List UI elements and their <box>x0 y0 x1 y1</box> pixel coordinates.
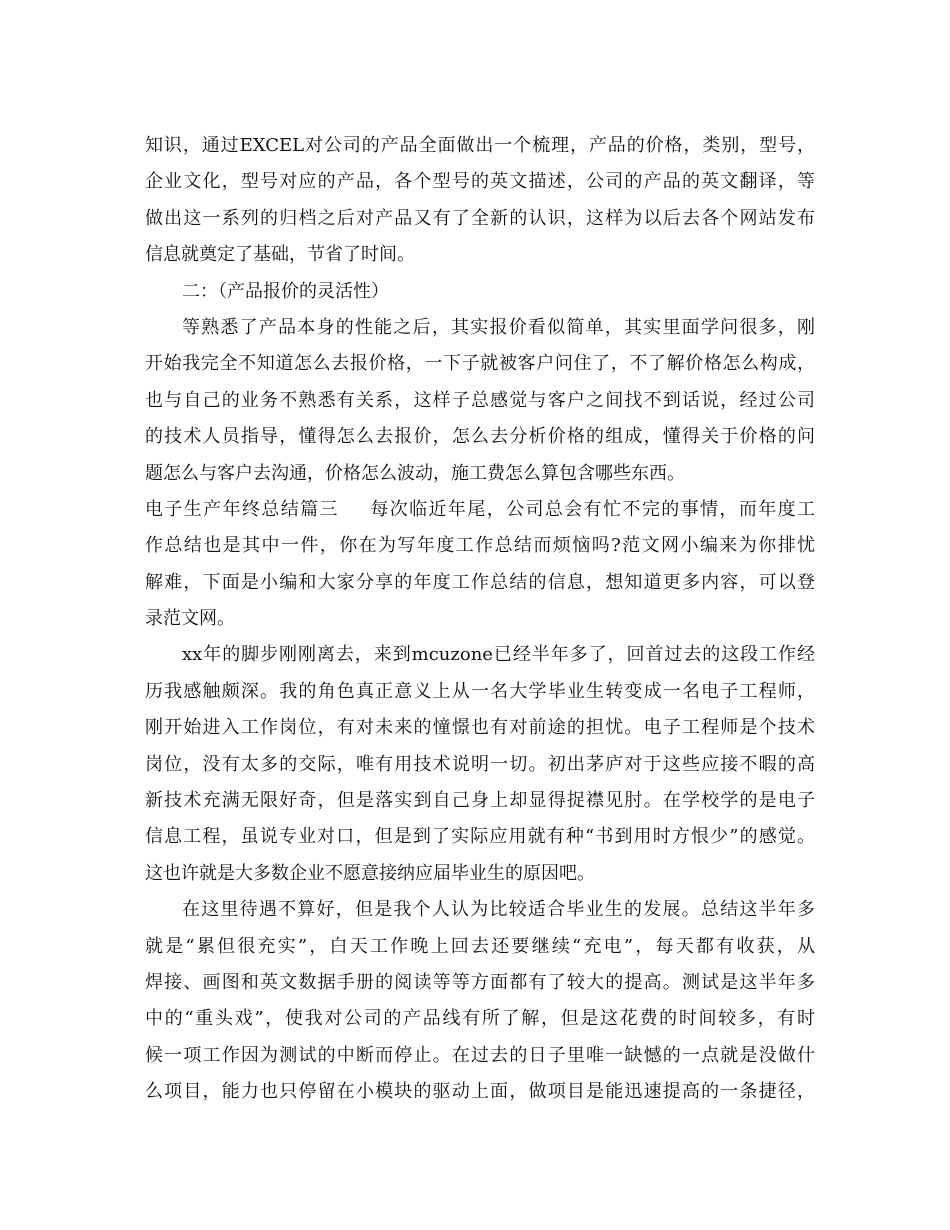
text-line: xx年的脚步刚刚离去，来到mcuzone已经半年多了，回首过去的这段工作经 <box>182 644 815 666</box>
text-line: 刚开始进入工作岗位，有对未来的憧憬也有对前途的担忧。电子工程师是个技术 <box>145 717 815 739</box>
text-line: 做出这一系列的归档之后对产品又有了全新的认识，这样为以后去各个网站发布 <box>145 207 815 229</box>
text-line: 信息工程，虽说专业对口，但是到了实际应用就有种“书到用时方恨少”的感觉。 <box>145 826 815 848</box>
text-line: 的技术人员指导，懂得怎么去报价，怎么去分析价格的组成，懂得关于价格的问 <box>145 426 815 448</box>
text-line: 历我感触颇深。我的角色真正意义上从一名大学毕业生转变成一名电子工程师， <box>145 680 815 702</box>
text-line: 二：（产品报价的灵活性） <box>182 280 389 302</box>
text-line: 知识，通过EXCEL对公司的产品全面做出一个梳理，产品的价格，类别，型号， <box>145 135 815 156</box>
section-heading-line <box>145 492 815 528</box>
text-line: 新技术充满无限好奇，但是落实到自己身上却显得捉襟见肘。在学校学的是电子 <box>145 790 815 812</box>
text-line: 解难，下面是小编和大家分享的年度工作总结的信息，想知道更多内容，可以登 <box>145 571 815 593</box>
section-heading-title: 电子生产年终总结篇三 <box>145 498 339 520</box>
paragraph-group-a <box>145 128 815 492</box>
document-body <box>145 128 815 1111</box>
text-line: 在这里待遇不算好，但是我个人认为比较适合毕业生的发展。总结这半年多 <box>182 899 815 921</box>
text-line: 候一项工作因为测试的中断而停止。在过去的日子里唯一缺憾的一点就是没做什 <box>145 1044 815 1066</box>
section-heading-text: 每次临近年尾，公司总会有忙不完的事情，而年度工 <box>368 498 816 520</box>
text-line: 作总结也是其中一件，你在为写年度工作总结而烦恼吗?范文网小编来为你排忧 <box>145 535 815 557</box>
text-line: 这也许就是大多数企业不愿意接纳应届毕业生的原因吧。 <box>145 862 595 884</box>
text-line: 就是“累但很充实”，白天工作晚上回去还要继续“充电”，每天都有收获，从 <box>145 935 815 957</box>
text-line: 中的“重头戏”，使我对公司的产品线有所了解，但是这花费的时间较多，有时 <box>145 1008 815 1030</box>
text-line: 录范文网。 <box>145 608 235 630</box>
text-line: 题怎么与客户去沟通，价格怎么波动，施工费怎么算包含哪些东西。 <box>145 462 685 484</box>
text-line: 开始我完全不知道怎么去报价格，一下子就被客户问住了，不了解价格怎么构成， <box>145 353 815 375</box>
text-line: 信息就奠定了基础，节省了时间。 <box>145 244 415 266</box>
paragraph-group-b <box>145 528 815 1110</box>
text-line: 么项目，能力也只停留在小模块的驱动上面，做项目是能迅速提高的一条捷径， <box>145 1081 815 1103</box>
text-line: 也与自己的业务不熟悉有关系，这样子总感觉与客户之间找不到话说，经过公司 <box>145 389 815 411</box>
text-line: 岗位，没有太多的交际，唯有用技术说明一切。初出茅庐对于这些应接不暇的高 <box>145 753 815 775</box>
text-line: 等熟悉了产品本身的性能之后，其实报价看似简单，其实里面学问很多，刚 <box>182 316 815 338</box>
text-line: 焊接、画图和英文数据手册的阅读等等方面都有了较大的提高。测试是这半年多 <box>145 971 815 993</box>
text-line: 企业文化，型号对应的产品，各个型号的英文描述，公司的产品的英文翻译，等 <box>145 171 815 193</box>
